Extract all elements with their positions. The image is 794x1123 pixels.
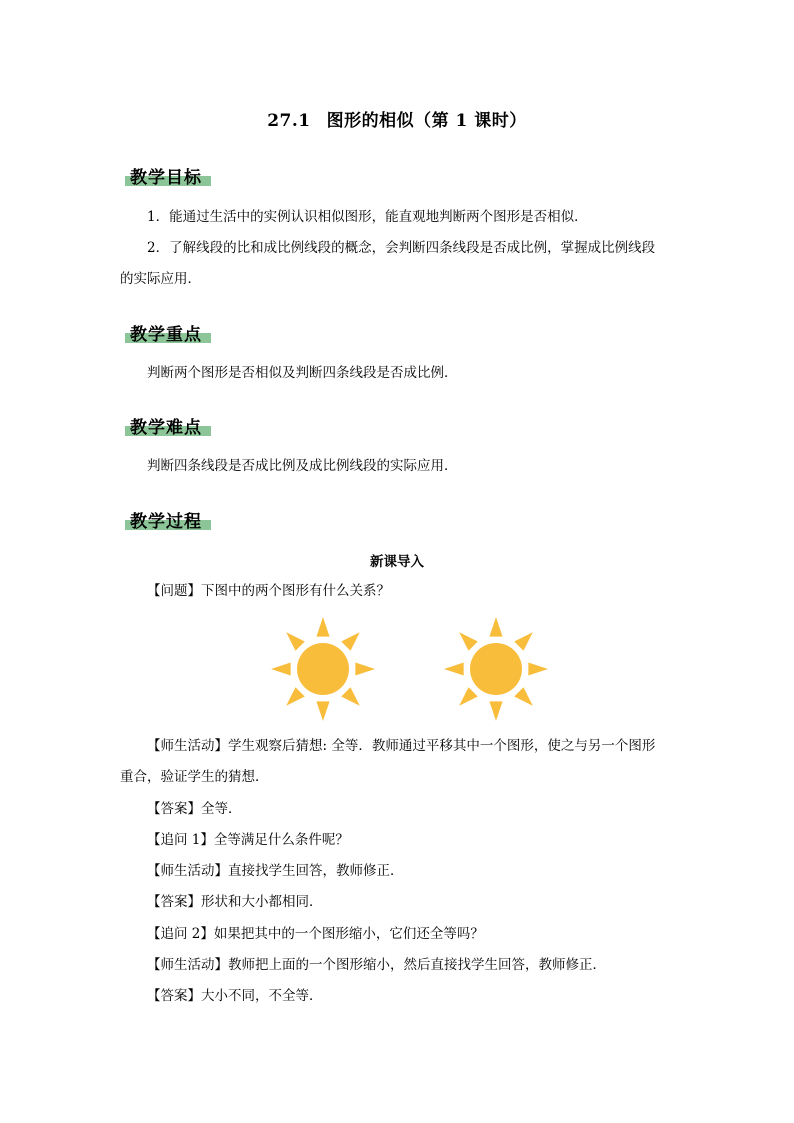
sun-ray — [489, 617, 502, 637]
process-line-8: 【追问 2】如果把其中的一个图形缩小，它们还全等吗？ — [147, 926, 484, 942]
sun-ray — [286, 632, 305, 651]
sun-ray — [341, 687, 360, 706]
section-heading-difficulties: 教学难点 — [125, 413, 202, 438]
objective-line-3: 的实际应用． — [120, 271, 201, 287]
process-line-5: 【追问 1】全等满足什么条件呢？ — [147, 832, 349, 848]
section-heading-objectives: 教学目标 — [125, 163, 202, 188]
sun-ray — [355, 662, 375, 675]
key-points-text: 判断两个图形是否相似及判断四条线段是否成比例． — [147, 365, 458, 381]
sun-ray — [271, 662, 291, 675]
sun-ray — [341, 632, 360, 651]
question-line: 【问题】下图中的两个图形有什么关系？ — [147, 583, 390, 599]
title-text: 图形的相似（第 1 课时） — [326, 111, 527, 131]
objective-line-2: 2．了解线段的比和成比例线段的概念，会判断四条线段是否成比例，掌握成比例线段 — [147, 240, 656, 256]
section-heading-key-points: 教学重点 — [125, 320, 202, 345]
sun-ray — [316, 617, 329, 637]
page-title — [0, 106, 794, 131]
process-line-7: 【答案】形状和大小都相同． — [147, 894, 323, 910]
section-heading-process: 教学过程 — [125, 507, 202, 532]
process-line-6: 【师生活动】直接找学生回答，教师修正． — [147, 863, 404, 879]
process-line-4: 【答案】全等． — [147, 801, 242, 817]
sun-figure-left — [268, 614, 378, 724]
sun-figure-right — [441, 614, 551, 724]
sun-ray — [444, 662, 464, 675]
difficulties-text: 判断四条线段是否成比例及成比例线段的实际应用． — [147, 458, 458, 474]
objective-line-1: 1．能通过生活中的实例认识相似图形，能直观地判断两个图形是否相似． — [147, 209, 588, 225]
title-number: 27.1 — [267, 111, 311, 131]
sun-ray — [459, 632, 478, 651]
sun-ray — [316, 701, 329, 721]
sun-ray — [528, 662, 548, 675]
sun-ray — [489, 701, 502, 721]
process-line-10: 【答案】大小不同，不全等． — [147, 988, 323, 1004]
sun-ray — [459, 687, 478, 706]
process-line-3: 重合，验证学生的猜想． — [120, 769, 269, 785]
process-line-9: 【师生活动】教师把上面的一个图形缩小，然后直接找学生回答，教师修正． — [147, 957, 606, 973]
sun-ray — [514, 632, 533, 651]
sun-ray — [286, 687, 305, 706]
process-line-2: 【师生活动】学生观察后猜想: 全等．教师通过平移其中一个图形，使之与另一个图形 — [147, 738, 656, 754]
subheading-new-lesson: 新课导入 — [370, 554, 424, 570]
sun-ray — [514, 687, 533, 706]
